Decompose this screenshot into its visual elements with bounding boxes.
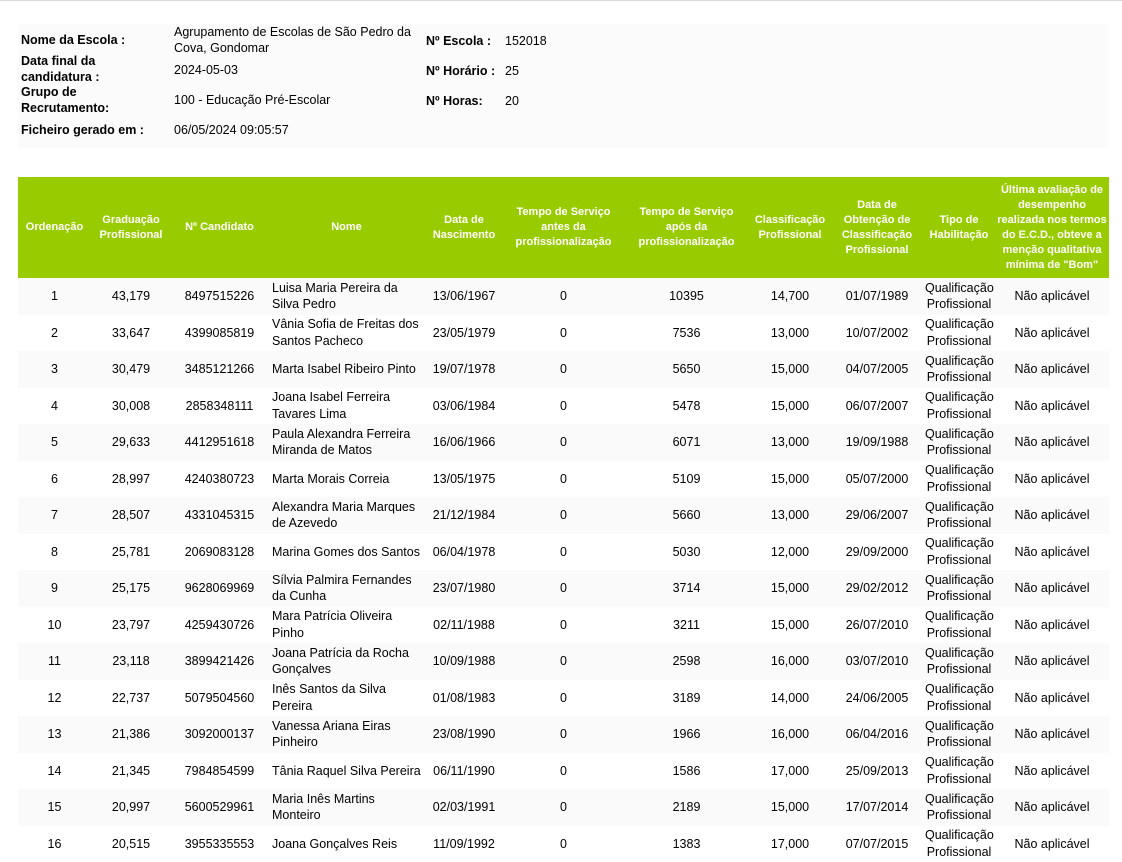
col-data-obtencao-cell: 06/07/2007 [831,388,923,425]
num-horas-label: Nº Horas: [426,93,483,109]
col-graduacao-cell: 33,647 [91,315,171,352]
col-graduacao-cell: 25,175 [91,570,171,607]
col-tipo-habilitacao-cell: Qualificação Profissional [923,461,995,498]
col-graduacao-cell: 21,386 [91,716,171,753]
col-graduacao-cell: 43,179 [91,278,171,315]
col-classificacao-cell: 12,000 [749,534,831,571]
col-ordenacao-cell: 2 [18,315,91,352]
col-data-obtencao-cell: 29/09/2000 [831,534,923,571]
col-classificacao-cell: 14,700 [749,278,831,315]
escola-value: Agrupamento de Escolas de São Pedro da Cova, Gondomar [174,24,416,56]
table-header [18,177,1109,278]
col-graduacao-header: Graduação Profissional [91,177,171,278]
table-row [18,570,1109,607]
col-tipo-habilitacao-cell: Qualificação Profissional [923,716,995,753]
col-tempo-antes-cell: 0 [503,534,624,571]
col-ordenacao-header: Ordenação [18,177,91,278]
col-data-obtencao-cell: 03/07/2010 [831,643,923,680]
col-data-obtencao-cell: 05/07/2000 [831,461,923,498]
col-ultima-avaliacao-header: Última avaliação de desempenho realizada nos termos do E.C.D., obteve a menção qualitativa mínima de "Bom" [995,177,1109,278]
col-nome-cell: Alexandra Maria Marques de Azevedo [268,497,425,534]
col-num-candidato-cell: 4259430726 [171,607,268,644]
col-data-nascimento-cell: 19/07/1978 [425,351,503,388]
num-horario-value: 25 [505,63,519,79]
col-tempo-apos-cell: 5478 [624,388,749,425]
col-ordenacao-cell: 11 [18,643,91,680]
data-final-value: 2024-05-03 [174,62,238,78]
col-graduacao-cell: 23,797 [91,607,171,644]
col-classificacao-cell: 15,000 [749,388,831,425]
num-escola-value: 152018 [505,33,547,49]
col-nome-cell: Tânia Raquel Silva Pereira [268,753,425,790]
num-escola-label: Nº Escola : [426,33,491,49]
col-tempo-apos-cell: 1586 [624,753,749,790]
col-data-obtencao-cell: 19/09/1988 [831,424,923,461]
col-ultima-avaliacao-cell: Não aplicável [995,680,1109,717]
col-num-candidato-cell: 8497515226 [171,278,268,315]
col-tempo-apos-cell: 10395 [624,278,749,315]
col-ordenacao-cell: 16 [18,826,91,862]
table-row [18,315,1109,352]
col-num-candidato-cell: 2858348111 [171,388,268,425]
col-tipo-habilitacao-cell: Qualificação Profissional [923,753,995,790]
table-row [18,607,1109,644]
col-data-nascimento-cell: 10/09/1988 [425,643,503,680]
col-nome-cell: Vanessa Ariana Eiras Pinheiro [268,716,425,753]
col-data-nascimento-cell: 01/08/1983 [425,680,503,717]
col-data-obtencao-cell: 06/04/2016 [831,716,923,753]
table-row [18,826,1109,862]
table-row [18,789,1109,826]
table-row [18,716,1109,753]
col-classificacao-cell: 16,000 [749,716,831,753]
table-row [18,424,1109,461]
col-tempo-antes-header: Tempo de Serviço antes da profissionalização [503,177,624,278]
col-data-obtencao-cell: 25/09/2013 [831,753,923,790]
col-data-nascimento-cell: 03/06/1984 [425,388,503,425]
col-nome-cell: Mara Patrícia Oliveira Pinho [268,607,425,644]
col-ordenacao-cell: 7 [18,497,91,534]
col-tempo-apos-cell: 5650 [624,351,749,388]
col-classificacao-cell: 15,000 [749,461,831,498]
col-ordenacao-cell: 13 [18,716,91,753]
col-num-candidato-cell: 3092000137 [171,716,268,753]
col-classificacao-cell: 15,000 [749,351,831,388]
col-graduacao-cell: 21,345 [91,753,171,790]
col-num-candidato-cell: 4331045315 [171,497,268,534]
col-tipo-habilitacao-cell: Qualificação Profissional [923,570,995,607]
col-nome-cell: Vânia Sofia de Freitas dos Santos Pacheco [268,315,425,352]
col-nome-cell: Joana Isabel Ferreira Tavares Lima [268,388,425,425]
col-tempo-apos-cell: 1966 [624,716,749,753]
col-num-candidato-cell: 9628069969 [171,570,268,607]
col-num-candidato-cell: 7984854599 [171,753,268,790]
col-nome-cell: Sílvia Palmira Fernandes da Cunha [268,570,425,607]
col-num-candidato-cell: 4412951618 [171,424,268,461]
col-nome-cell: Marina Gomes dos Santos [268,534,425,571]
header-row [18,177,1109,278]
col-tempo-antes-cell: 0 [503,607,624,644]
col-num-candidato-cell: 3485121266 [171,351,268,388]
col-tempo-apos-cell: 5660 [624,497,749,534]
col-data-nascimento-header: Data de Nascimento [425,177,503,278]
col-nome-cell: Joana Patrícia da Rocha Gonçalves [268,643,425,680]
col-graduacao-cell: 20,997 [91,789,171,826]
col-tempo-antes-cell: 0 [503,716,624,753]
col-data-nascimento-cell: 23/05/1979 [425,315,503,352]
col-data-obtencao-header: Data de Obtenção de Classificação Profissional [831,177,923,278]
ficheiro-value: 06/05/2024 09:05:57 [174,122,289,138]
col-tempo-apos-header: Tempo de Serviço após da profissionalização [624,177,749,278]
table-row [18,680,1109,717]
col-tempo-antes-cell: 0 [503,789,624,826]
col-ultima-avaliacao-cell: Não aplicável [995,789,1109,826]
col-classificacao-cell: 16,000 [749,643,831,680]
col-ultima-avaliacao-cell: Não aplicável [995,315,1109,352]
col-tempo-antes-cell: 0 [503,680,624,717]
col-tipo-habilitacao-cell: Qualificação Profissional [923,680,995,717]
col-tempo-apos-cell: 3211 [624,607,749,644]
col-nome-cell: Paula Alexandra Ferreira Miranda de Matos [268,424,425,461]
table-row [18,461,1109,498]
col-data-nascimento-cell: 23/08/1990 [425,716,503,753]
col-ordenacao-cell: 6 [18,461,91,498]
col-classificacao-cell: 17,000 [749,826,831,862]
col-nome-cell: Marta Isabel Ribeiro Pinto [268,351,425,388]
col-tempo-antes-cell: 0 [503,461,624,498]
col-graduacao-cell: 28,507 [91,497,171,534]
col-tempo-apos-cell: 6071 [624,424,749,461]
col-tipo-habilitacao-cell: Qualificação Profissional [923,643,995,680]
col-num-candidato-header: Nº Candidato [171,177,268,278]
col-tempo-apos-cell: 3189 [624,680,749,717]
col-ordenacao-cell: 15 [18,789,91,826]
col-ultima-avaliacao-cell: Não aplicável [995,278,1109,315]
col-data-nascimento-cell: 21/12/1984 [425,497,503,534]
col-data-nascimento-cell: 23/07/1980 [425,570,503,607]
col-ultima-avaliacao-cell: Não aplicável [995,607,1109,644]
col-num-candidato-cell: 3899421426 [171,643,268,680]
col-ultima-avaliacao-cell: Não aplicável [995,351,1109,388]
col-nome-cell: Inês Santos da Silva Pereira [268,680,425,717]
col-ultima-avaliacao-cell: Não aplicável [995,753,1109,790]
col-tempo-apos-cell: 7536 [624,315,749,352]
table-body [18,278,1109,862]
col-classificacao-header: Classificação Profissional [749,177,831,278]
col-ordenacao-cell: 12 [18,680,91,717]
table-row [18,351,1109,388]
col-data-obtencao-cell: 04/07/2005 [831,351,923,388]
col-ultima-avaliacao-cell: Não aplicável [995,716,1109,753]
col-ultima-avaliacao-cell: Não aplicável [995,570,1109,607]
col-data-obtencao-cell: 17/07/2014 [831,789,923,826]
table-row [18,643,1109,680]
col-tempo-antes-cell: 0 [503,424,624,461]
col-tempo-apos-cell: 1383 [624,826,749,862]
col-data-obtencao-cell: 01/07/1989 [831,278,923,315]
candidates-table [18,177,1109,862]
col-ordenacao-cell: 5 [18,424,91,461]
col-tempo-apos-cell: 2598 [624,643,749,680]
col-data-obtencao-cell: 10/07/2002 [831,315,923,352]
col-graduacao-cell: 23,118 [91,643,171,680]
col-tipo-habilitacao-cell: Qualificação Profissional [923,534,995,571]
col-ordenacao-cell: 3 [18,351,91,388]
col-graduacao-cell: 29,633 [91,424,171,461]
grupo-label: Grupo de Recrutamento: [21,84,131,116]
col-tempo-antes-cell: 0 [503,315,624,352]
col-data-obtencao-cell: 26/07/2010 [831,607,923,644]
col-num-candidato-cell: 5600529961 [171,789,268,826]
col-data-obtencao-cell: 24/06/2005 [831,680,923,717]
col-classificacao-cell: 15,000 [749,789,831,826]
col-tipo-habilitacao-header: Tipo de Habilitação [923,177,995,278]
col-nome-cell: Joana Gonçalves Reis [268,826,425,862]
col-data-nascimento-cell: 11/09/1992 [425,826,503,862]
col-tipo-habilitacao-cell: Qualificação Profissional [923,278,995,315]
escola-label: Nome da Escola : [21,32,161,48]
col-tempo-antes-cell: 0 [503,278,624,315]
col-data-obtencao-cell: 29/02/2012 [831,570,923,607]
col-graduacao-cell: 30,008 [91,388,171,425]
col-ordenacao-cell: 9 [18,570,91,607]
col-ultima-avaliacao-cell: Não aplicável [995,534,1109,571]
col-classificacao-cell: 13,000 [749,315,831,352]
col-num-candidato-cell: 2069083128 [171,534,268,571]
col-num-candidato-cell: 3955335553 [171,826,268,862]
col-tempo-antes-cell: 0 [503,753,624,790]
col-graduacao-cell: 28,997 [91,461,171,498]
col-nome-cell: Marta Morais Correia [268,461,425,498]
col-ordenacao-cell: 8 [18,534,91,571]
col-graduacao-cell: 30,479 [91,351,171,388]
col-data-nascimento-cell: 13/06/1967 [425,278,503,315]
col-data-nascimento-cell: 13/05/1975 [425,461,503,498]
col-graduacao-cell: 25,781 [91,534,171,571]
table-row [18,388,1109,425]
col-nome-header: Nome [268,177,425,278]
grupo-value: 100 - Educação Pré-Escolar [174,92,330,108]
col-num-candidato-cell: 4399085819 [171,315,268,352]
num-horas-value: 20 [505,93,519,109]
col-tempo-antes-cell: 0 [503,497,624,534]
col-num-candidato-cell: 5079504560 [171,680,268,717]
top-border-line [0,0,1122,1]
col-num-candidato-cell: 4240380723 [171,461,268,498]
col-classificacao-cell: 15,000 [749,607,831,644]
col-tipo-habilitacao-cell: Qualificação Profissional [923,607,995,644]
col-ultima-avaliacao-cell: Não aplicável [995,388,1109,425]
col-classificacao-cell: 13,000 [749,424,831,461]
col-data-nascimento-cell: 06/04/1978 [425,534,503,571]
col-tipo-habilitacao-cell: Qualificação Profissional [923,789,995,826]
col-tempo-apos-cell: 5030 [624,534,749,571]
col-tempo-antes-cell: 0 [503,570,624,607]
ficheiro-label: Ficheiro gerado em : [21,122,144,138]
col-ultima-avaliacao-cell: Não aplicável [995,424,1109,461]
col-ultima-avaliacao-cell: Não aplicável [995,461,1109,498]
col-ultima-avaliacao-cell: Não aplicável [995,497,1109,534]
col-classificacao-cell: 17,000 [749,753,831,790]
col-tipo-habilitacao-cell: Qualificação Profissional [923,424,995,461]
table-row [18,278,1109,315]
table-row [18,497,1109,534]
col-tempo-apos-cell: 5109 [624,461,749,498]
col-tempo-antes-cell: 0 [503,388,624,425]
col-tempo-antes-cell: 0 [503,643,624,680]
col-tipo-habilitacao-cell: Qualificação Profissional [923,351,995,388]
col-tempo-apos-cell: 2189 [624,789,749,826]
col-ultima-avaliacao-cell: Não aplicável [995,643,1109,680]
col-classificacao-cell: 15,000 [749,570,831,607]
col-nome-cell: Luisa Maria Pereira da Silva Pedro [268,278,425,315]
col-ordenacao-cell: 1 [18,278,91,315]
col-graduacao-cell: 20,515 [91,826,171,862]
col-tempo-apos-cell: 3714 [624,570,749,607]
data-final-label: Data final da candidatura : [21,53,131,85]
col-tipo-habilitacao-cell: Qualificação Profissional [923,315,995,352]
col-classificacao-cell: 13,000 [749,497,831,534]
school-info-panel [18,24,1108,148]
col-tempo-antes-cell: 0 [503,351,624,388]
col-tipo-habilitacao-cell: Qualificação Profissional [923,826,995,862]
col-ordenacao-cell: 4 [18,388,91,425]
col-nome-cell: Maria Inês Martins Monteiro [268,789,425,826]
col-ultima-avaliacao-cell: Não aplicável [995,826,1109,862]
col-data-nascimento-cell: 02/11/1988 [425,607,503,644]
table-row [18,534,1109,571]
col-classificacao-cell: 14,000 [749,680,831,717]
col-graduacao-cell: 22,737 [91,680,171,717]
num-horario-label: Nº Horário : [426,63,495,79]
col-data-obtencao-cell: 07/07/2015 [831,826,923,862]
col-ordenacao-cell: 14 [18,753,91,790]
col-tempo-antes-cell: 0 [503,826,624,862]
table-row [18,753,1109,790]
col-data-nascimento-cell: 06/11/1990 [425,753,503,790]
col-data-nascimento-cell: 02/03/1991 [425,789,503,826]
col-data-nascimento-cell: 16/06/1966 [425,424,503,461]
col-tipo-habilitacao-cell: Qualificação Profissional [923,388,995,425]
col-data-obtencao-cell: 29/06/2007 [831,497,923,534]
col-tipo-habilitacao-cell: Qualificação Profissional [923,497,995,534]
col-ordenacao-cell: 10 [18,607,91,644]
candidates-table-container [18,177,1109,862]
